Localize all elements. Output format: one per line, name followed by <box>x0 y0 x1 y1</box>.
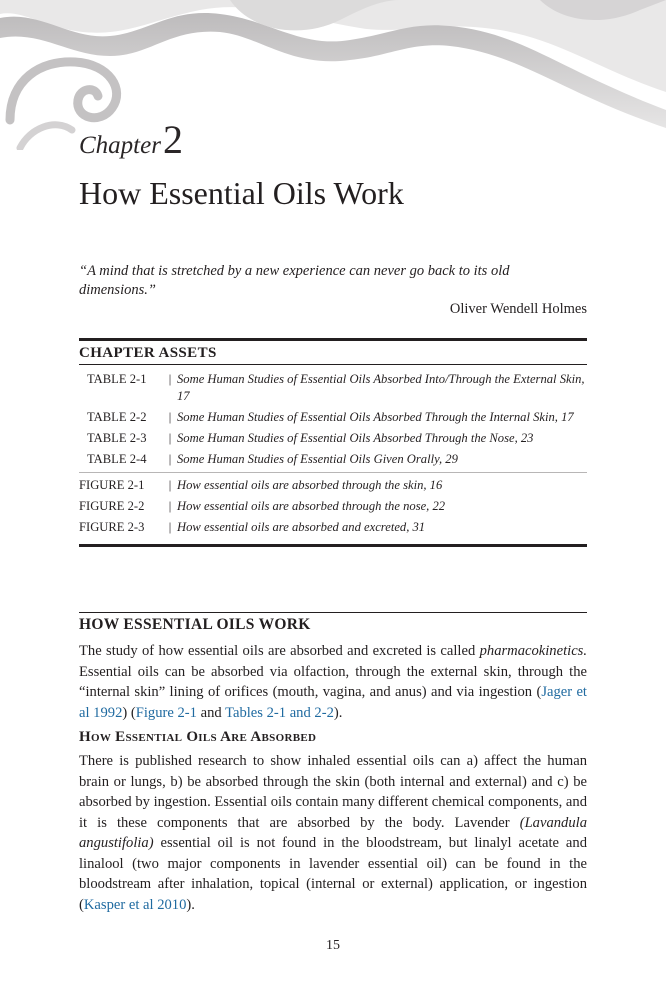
asset-separator: | <box>168 499 172 513</box>
paragraph-text: and <box>196 704 226 721</box>
subsection-heading: How Essential Oils Are Absorbed <box>79 729 317 745</box>
paragraph-text: ). <box>333 704 343 721</box>
asset-title: Some Human Studies of Essential Oils Absorbed Into/Through the External Skin, 17 <box>177 372 585 403</box>
paragraph-text: There is published research to show inhaled essential oils can a) affect the human brain or lungs, b) be absorbed through the skin (both internal and external) and c) be absorbed by ingestion. Essential oils contain many different chemical components, and it is these components that are absorbed by the body. Lavender <box>79 753 587 831</box>
asset-title: Some Human Studies of Essential Oils Absorbed Through the Nose, 23 <box>177 431 534 445</box>
epigraph-quote: “A mind that is stretched by a new experience can never go back to its old dimensions.” <box>79 263 510 298</box>
emphasis-term: pharmacokinetics. <box>479 643 587 659</box>
paragraph-text: ). <box>186 896 195 913</box>
citation-link[interactable]: Jager et al 1992 <box>79 684 587 721</box>
asset-label: FIGURE 2-1 <box>79 478 145 492</box>
citation-link[interactable]: Kasper et al 2010 <box>83 896 187 913</box>
asset-title: How essential oils are absorbed through the skin, 16 <box>177 478 443 492</box>
emphasis-term: (Lavandula angustifolia) <box>79 814 587 851</box>
asset-row-figure[interactable] <box>79 519 587 536</box>
asset-label: TABLE 2-1 <box>87 372 147 386</box>
asset-separator: | <box>168 431 172 445</box>
asset-label: TABLE 2-4 <box>87 452 147 466</box>
chapter-assets-heading: CHAPTER ASSETS <box>79 341 587 365</box>
asset-separator: | <box>168 410 172 424</box>
asset-label: TABLE 2-3 <box>87 431 147 445</box>
paragraph-text: essential oil is not found in the bloodstream, but linalyl acetate and linalool (two major components in lavender essential oil) can be found in the bloodstream after inhalation, topical (internal or external) application, or ingestion ( <box>79 835 587 913</box>
paragraph-text: Essential oils can be absorbed via olfaction, through the external skin, through the “internal skin” lining of orifices (mouth, vagina, and anus) and via ingestion ( <box>79 663 587 700</box>
asset-separator: | <box>168 520 172 534</box>
body-paragraph <box>79 751 587 915</box>
chapter-label <box>79 117 183 162</box>
paragraph-text: ) ( <box>122 704 136 721</box>
asset-label: FIGURE 2-3 <box>79 520 145 534</box>
asset-row-table[interactable] <box>79 430 587 447</box>
page-number: 15 <box>326 938 340 953</box>
asset-row-table[interactable] <box>79 409 587 426</box>
chapter-label-text: Chapter <box>79 132 161 159</box>
epigraph <box>79 262 587 319</box>
section-rule <box>79 612 587 613</box>
chapter-number: 2 <box>162 117 183 162</box>
tables-link[interactable]: Tables 2-1 and 2-2 <box>225 704 334 721</box>
asset-separator: | <box>168 452 172 466</box>
body-paragraph <box>79 641 587 723</box>
asset-title: How essential oils are absorbed through the nose, 22 <box>177 499 446 513</box>
assets-divider <box>79 472 587 473</box>
asset-title: How essential oils are absorbed and excreted, 31 <box>177 520 426 534</box>
asset-separator: | <box>168 478 172 492</box>
asset-label: TABLE 2-2 <box>87 410 147 424</box>
asset-row-table[interactable] <box>79 371 587 405</box>
asset-title: Some Human Studies of Essential Oils Given Orally, 29 <box>177 452 458 466</box>
asset-row-figure[interactable] <box>79 477 587 494</box>
asset-row-figure[interactable] <box>79 498 587 515</box>
asset-separator: | <box>168 372 172 386</box>
paragraph-text: The study of how essential oils are absorbed and excreted is called <box>79 643 480 659</box>
asset-title: Some Human Studies of Essential Oils Absorbed Through the Internal Skin, 17 <box>177 410 574 424</box>
asset-label: FIGURE 2-2 <box>79 499 145 513</box>
asset-row-table[interactable] <box>79 451 587 468</box>
chapter-title: How Essential Oils Work <box>79 175 404 211</box>
chapter-assets-box <box>79 338 587 547</box>
epigraph-author: Oliver Wendell Holmes <box>449 301 587 317</box>
section-heading: HOW ESSENTIAL OILS WORK <box>79 616 311 633</box>
figure-link[interactable]: Figure 2-1 <box>135 704 197 721</box>
